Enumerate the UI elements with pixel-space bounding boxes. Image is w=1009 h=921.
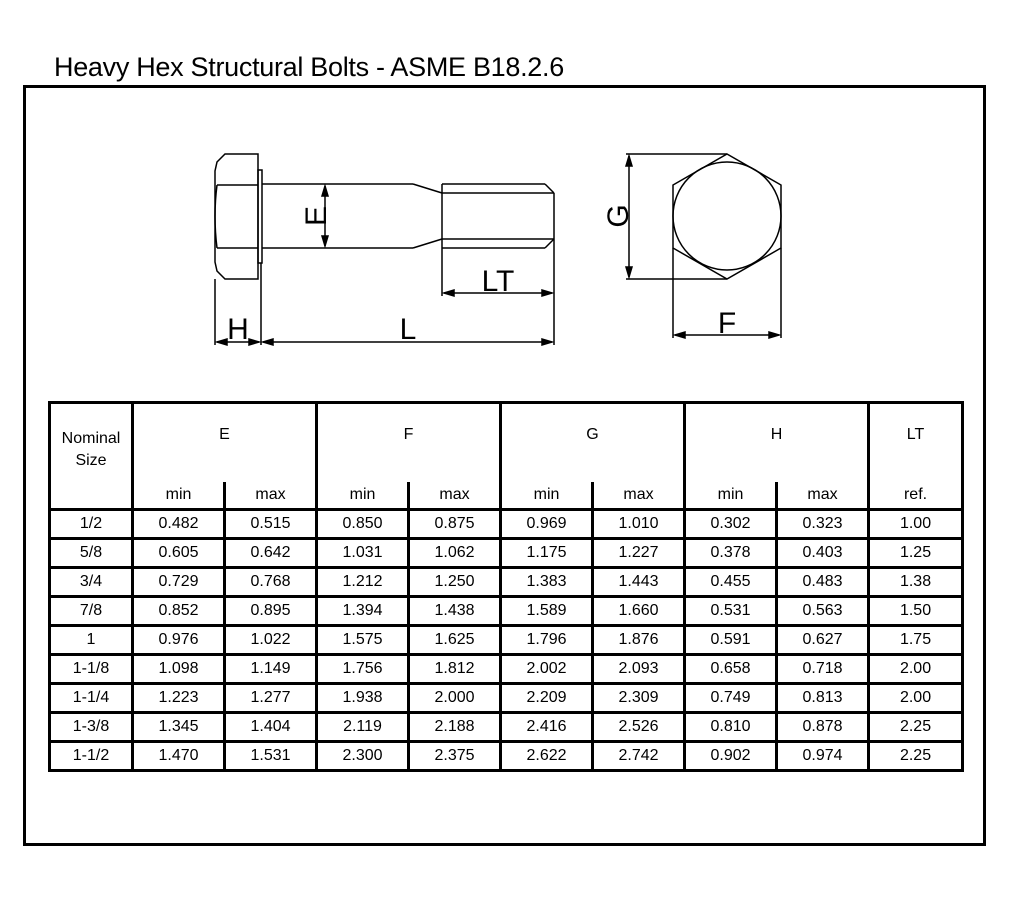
table-row [50, 684, 963, 713]
cell-lt-ref: 2.25 [869, 713, 963, 742]
cell-g-max: 1.443 [593, 568, 685, 597]
cell-h-min: 0.902 [685, 742, 777, 771]
cell-h-min: 0.531 [685, 597, 777, 626]
dimension-label-f: F [717, 307, 737, 340]
header-nominal-size [50, 403, 133, 510]
cell-g-min: 1.175 [501, 539, 593, 568]
table-body [50, 510, 963, 771]
dimension-label-g: G [601, 204, 635, 228]
cell-lt-ref: 1.75 [869, 626, 963, 655]
cell-h-min: 0.378 [685, 539, 777, 568]
cell-g-min: 2.622 [501, 742, 593, 771]
cell-h-max: 0.878 [777, 713, 869, 742]
cell-f-min: 2.119 [317, 713, 409, 742]
cell-e-min: 0.729 [133, 568, 225, 597]
table-row [50, 510, 963, 539]
header-nominal-line1: Nominal [61, 430, 121, 447]
cell-e-min: 1.223 [133, 684, 225, 713]
cell-e-min: 0.976 [133, 626, 225, 655]
cell-e-min: 1.098 [133, 655, 225, 684]
cell-g-min: 2.209 [501, 684, 593, 713]
header-group-f: F [317, 403, 501, 483]
dimension-label-l: L [399, 313, 417, 346]
cell-h-min: 0.591 [685, 626, 777, 655]
bolt-dimensions-table [48, 401, 964, 772]
table-row [50, 626, 963, 655]
dimension-label-lt: LT [481, 265, 515, 298]
header-f-max: max [409, 482, 501, 510]
table-header-groups [50, 403, 963, 483]
cell-h-min: 0.810 [685, 713, 777, 742]
cell-f-max: 1.062 [409, 539, 501, 568]
cell-lt-ref: 1.25 [869, 539, 963, 568]
dimension-label-h: H [227, 313, 249, 346]
header-lt-ref: ref. [869, 482, 963, 510]
cell-h-max: 0.483 [777, 568, 869, 597]
header-group-lt: LT [869, 403, 963, 483]
cell-g-min: 2.002 [501, 655, 593, 684]
cell-nominal-size: 1 [50, 626, 133, 655]
cell-nominal-size: 1-1/4 [50, 684, 133, 713]
cell-nominal-size: 7/8 [50, 597, 133, 626]
cell-h-max: 0.323 [777, 510, 869, 539]
cell-f-min: 1.212 [317, 568, 409, 597]
cell-nominal-size: 5/8 [50, 539, 133, 568]
dimension-label-e: E [299, 205, 333, 227]
header-group-h: H [685, 403, 869, 483]
bolt-technical-drawing [0, 0, 1009, 400]
cell-f-min: 1.938 [317, 684, 409, 713]
cell-e-max: 1.149 [225, 655, 317, 684]
table-row [50, 568, 963, 597]
cell-lt-ref: 1.50 [869, 597, 963, 626]
cell-h-max: 0.627 [777, 626, 869, 655]
cell-f-min: 0.850 [317, 510, 409, 539]
cell-e-max: 1.404 [225, 713, 317, 742]
cell-e-min: 0.482 [133, 510, 225, 539]
cell-e-min: 1.345 [133, 713, 225, 742]
cell-h-min: 0.658 [685, 655, 777, 684]
cell-f-max: 1.812 [409, 655, 501, 684]
cell-e-min: 1.470 [133, 742, 225, 771]
cell-h-max: 0.813 [777, 684, 869, 713]
bolt-side-view [215, 154, 554, 345]
cell-e-max: 1.277 [225, 684, 317, 713]
cell-e-min: 0.852 [133, 597, 225, 626]
cell-e-max: 1.531 [225, 742, 317, 771]
cell-f-min: 1.756 [317, 655, 409, 684]
cell-h-min: 0.455 [685, 568, 777, 597]
table-header-sub [50, 482, 963, 510]
cell-nominal-size: 1-1/8 [50, 655, 133, 684]
header-h-max: max [777, 482, 869, 510]
cell-f-max: 2.188 [409, 713, 501, 742]
cell-h-max: 0.974 [777, 742, 869, 771]
cell-g-max: 2.526 [593, 713, 685, 742]
cell-h-min: 0.749 [685, 684, 777, 713]
cell-g-min: 1.589 [501, 597, 593, 626]
table-row [50, 742, 963, 771]
cell-f-max: 0.875 [409, 510, 501, 539]
cell-lt-ref: 2.00 [869, 655, 963, 684]
cell-e-max: 0.642 [225, 539, 317, 568]
bolt-end-view [626, 154, 781, 338]
cell-nominal-size: 1-1/2 [50, 742, 133, 771]
cell-f-max: 1.250 [409, 568, 501, 597]
table-row [50, 597, 963, 626]
table-row [50, 713, 963, 742]
header-f-min: min [317, 482, 409, 510]
cell-g-min: 1.383 [501, 568, 593, 597]
cell-e-max: 0.515 [225, 510, 317, 539]
cell-f-max: 2.000 [409, 684, 501, 713]
header-nominal-line2: Size [75, 452, 107, 469]
cell-lt-ref: 1.38 [869, 568, 963, 597]
header-e-min: min [133, 482, 225, 510]
header-e-max: max [225, 482, 317, 510]
cell-g-max: 1.660 [593, 597, 685, 626]
cell-f-max: 1.625 [409, 626, 501, 655]
cell-h-max: 0.403 [777, 539, 869, 568]
cell-f-min: 1.031 [317, 539, 409, 568]
cell-e-max: 1.022 [225, 626, 317, 655]
cell-f-min: 1.394 [317, 597, 409, 626]
header-g-min: min [501, 482, 593, 510]
cell-nominal-size: 1/2 [50, 510, 133, 539]
cell-g-max: 1.227 [593, 539, 685, 568]
cell-lt-ref: 2.25 [869, 742, 963, 771]
header-g-max: max [593, 482, 685, 510]
cell-h-max: 0.563 [777, 597, 869, 626]
cell-g-max: 2.742 [593, 742, 685, 771]
cell-g-min: 0.969 [501, 510, 593, 539]
cell-g-max: 1.010 [593, 510, 685, 539]
table-row [50, 655, 963, 684]
cell-e-max: 0.768 [225, 568, 317, 597]
header-group-g: G [501, 403, 685, 483]
cell-nominal-size: 3/4 [50, 568, 133, 597]
cell-h-max: 0.718 [777, 655, 869, 684]
cell-f-min: 2.300 [317, 742, 409, 771]
cell-e-min: 0.605 [133, 539, 225, 568]
cell-f-max: 2.375 [409, 742, 501, 771]
cell-nominal-size: 1-3/8 [50, 713, 133, 742]
cell-f-max: 1.438 [409, 597, 501, 626]
cell-g-max: 2.309 [593, 684, 685, 713]
header-group-e: E [133, 403, 317, 483]
header-h-min: min [685, 482, 777, 510]
cell-g-max: 1.876 [593, 626, 685, 655]
cell-g-min: 2.416 [501, 713, 593, 742]
cell-g-max: 2.093 [593, 655, 685, 684]
cell-lt-ref: 1.00 [869, 510, 963, 539]
cell-e-max: 0.895 [225, 597, 317, 626]
table-row [50, 539, 963, 568]
cell-h-min: 0.302 [685, 510, 777, 539]
cell-lt-ref: 2.00 [869, 684, 963, 713]
cell-f-min: 1.575 [317, 626, 409, 655]
page-title: Heavy Hex Structural Bolts - ASME B18.2.6 [54, 52, 564, 82]
cell-g-min: 1.796 [501, 626, 593, 655]
